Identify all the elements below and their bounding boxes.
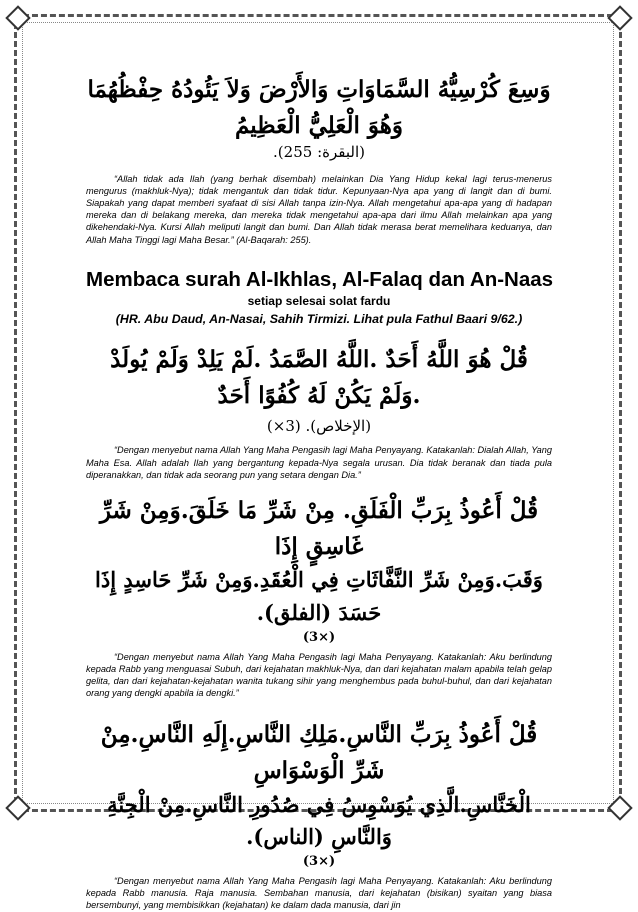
naas-arabic-line-1: قُلْ أَعُوذُ بِرَبِّ النَّاسِ.مَلِكِ النَّاسِ.إِلَهِ النَّاسِ.مِنْ شَرِّ الْوَسْوَاسِ bbox=[100, 721, 538, 785]
naas-translation: “Dengan menyebut nama Allah Yang Maha Pengasih lagi Maha Penyayang. Katakanlah: Aku berlindung kepada Rabb manusia. Raja manusia. Sembahan manusia, dari kejahatan (bisikan) syaitan yang biasa bersembunyi, yang membisikkan (kejahatan) ke dalam dada manusia, dari jin bbox=[86, 875, 552, 911]
section-subtitle: setiap selesai solat fardu bbox=[247, 293, 391, 308]
falaq-arabic-line-2: وَقَبَ.وَمِنْ شَرِّ النَّفَّاثَاتِ فِي الْعُقَدِ.وَمِنْ شَرِّ حَاسِدٍ إِذَا حَسَدَ (الفلق). bbox=[95, 567, 543, 625]
naas-arabic-line-2: الْخَنَّاسِ.الَّذِي يُوَسْوِسُ فِي صُدُورِ النَّاسِ.مِنْ الْجِنَّةِ وَالنَّاسِ (الناس). bbox=[107, 791, 531, 850]
ayat-kursi-reference: (البقرة: 255). bbox=[273, 143, 365, 162]
ayat-kursi-translation: “Allah tidak ada Ilah (yang berhak disembah) melainkan Dia Yang Hidup kekal lagi terus-menerus mengurus (makhluk-Nya); tidak mengantuk dan tidak tidur. Kepunyaan-Nya apa yang di langit dan di bumi. Siapakah yang dapat memberi syafaat di sisi Allah tanpa izin-Nya. Allah mengetahui apa-apa yang di hadapan mereka dan di belakang mereka, dan mereka tidak mengetahui apa-apa dari ilmu Allah melainkan apa yang dikehendaki-Nya. Kursi Allah meliputi langit dan bumi. Dan Allah tidak merasa berat memelihara keduanya, dan Allah Maha Tinggi lagi Maha Besar.” (Al-Baqarah: 255). bbox=[86, 173, 552, 245]
falaq-arabic-line-1: قُلْ أَعُوذُ بِرَبِّ الْفَلَقِ. مِنْ شَرِّ مَا خَلَقَ.وَمِنْ شَرِّ غَاسِقٍ إِذَا bbox=[99, 497, 539, 560]
ikhlas-reference: (الإخلاص). (3×) bbox=[266, 417, 372, 436]
ikhlas-arabic: قُلْ هُوَ اللَّهُ أَحَدٌ .اللَّهُ الصَّمَدُ .لَمْ يَلِدْ وَلَمْ يُولَدْ .وَلَمْ يَكُنْ لَهُ كُفُوًا أَحَدٌ bbox=[110, 345, 528, 409]
ikhlas-translation: “Dengan menyebut nama Allah Yang Maha Pengasih lagi Maha Penyayang. Katakanlah: Dialah Allah, Yang Maha Esa. Allah adalah Ilah yang bergantung kepada-Nya segala urusan. Dia tidak beranak dan tiada pula diperanakkan, dan tidak ada seorang pun yang setara dengan Dia.” bbox=[86, 445, 552, 480]
falaq-repeat-count: (3×) bbox=[302, 629, 336, 645]
document-content bbox=[86, 72, 552, 912]
section-title: Membaca surah Al-Ikhlas, Al-Falaq dan An-Naas bbox=[86, 267, 554, 291]
section-source: (HR. Abu Daud, An-Nasai, Sahih Tirmizi. Lihat pula Fathul Baari 9/62.) bbox=[115, 311, 523, 326]
falaq-translation: “Dengan menyebut nama Allah Yang Maha Pengasih lagi Maha Penyayang. Katakanlah: Aku berlindung kepada Rabb yang menguasai Subuh, dari kejahatan makhluk-Nya, dan dari kejahatan malam apabila telah gelap gelita, dan dari kejahatan-kejahatan wanita tukang sihir yang menghembus pada buhul-buhul, dan dari kejahatan orang yang dengki apabila ia dengki.” bbox=[86, 651, 552, 699]
ayat-kursi-arabic: وَسِعَ كُرْسِيُّهُ السَّمَاوَاتِ وَالأَرْضَ وَلاَ يَئُودُهُ حِفْظُهُمَا وَهُوَ الْعَلِيُّ الْعَظِيمُ bbox=[87, 76, 551, 139]
naas-repeat-count: (3×) bbox=[302, 853, 336, 869]
